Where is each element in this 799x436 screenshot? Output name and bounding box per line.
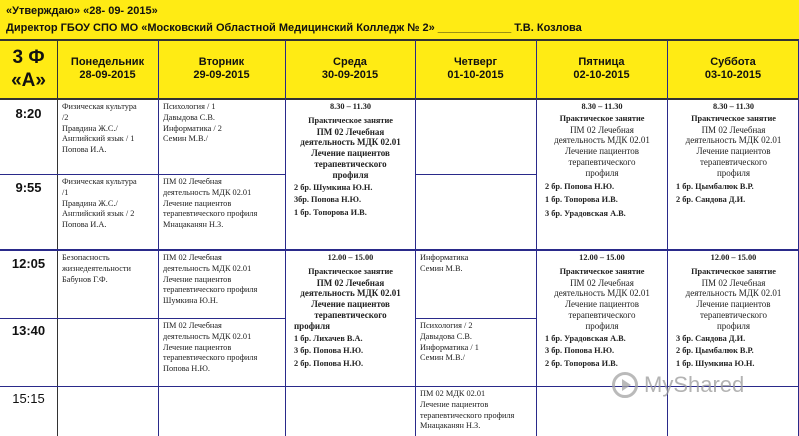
cell-thu-1515 [416, 388, 536, 436]
cell-line: Мнацаканян Н.З. [163, 220, 224, 230]
cell-line: деятельность МДК 02.01 [163, 263, 252, 273]
practice-kind: Практическое занятие [691, 266, 776, 276]
cell-fri-practice-am [537, 101, 667, 248]
cell-line: ПМ 02 Лечебная [163, 253, 222, 262]
grid-line [158, 40, 159, 436]
practice-kind: Практическое занятие [559, 113, 645, 123]
practice-title: профиля [294, 320, 331, 331]
practice-kind: Практическое занятие [691, 113, 776, 123]
cell-line: жизнедеятельности [62, 263, 131, 273]
cell-sat-practice-am [668, 101, 799, 248]
cell-tue-1205 [159, 252, 285, 318]
practice-time: 8.30 – 11.30 [581, 102, 623, 111]
cell-line: Физическая культура [62, 102, 137, 111]
brigade-line: 1 бр. Цымбалюк В.Р. [676, 181, 754, 191]
practice-title: Лечение пациентов [564, 146, 640, 157]
day-name: Вторник [198, 56, 245, 68]
practice-title: терапевтического [568, 156, 636, 167]
grid-line [415, 318, 536, 319]
day-date: 03-10-2015 [704, 69, 762, 81]
cell-line: Лечение пациентов [163, 342, 232, 352]
practice-title: ПМ 02 Лечебная [316, 126, 385, 137]
cell-thu-1340 [416, 320, 536, 384]
brigade-line: 2 бр. Попова Н.Ю. [545, 181, 615, 191]
grid-line [0, 174, 285, 175]
director-line: Директор ГБОУ СПО МО «Московский Областной Медицинский Колледж № 2» ____________ Т.В. Козлова [6, 22, 582, 34]
cell-line: Бабунов Г.Ф. [62, 274, 108, 284]
practice-title: профиля [332, 169, 369, 180]
cell-line: Английский язык / 1 [62, 134, 135, 144]
cell-tue-0820 [159, 101, 285, 171]
day-header-friday [536, 40, 667, 98]
brigade-line: 2 бр. Попова Н.Ю. [294, 359, 364, 369]
cell-thu-1205 [416, 252, 536, 318]
practice-title: деятельность МДК 02.01 [554, 135, 650, 146]
time-slot-1: 8:20 [15, 106, 42, 121]
brigade-line: 1 бр. Шумкина Ю.Н. [676, 359, 755, 369]
cell-mon-0820 [58, 101, 158, 171]
practice-title: терапевтического [699, 156, 767, 167]
cell-sat-practice-pm [668, 252, 799, 384]
practice-title: деятельность МДК 02.01 [554, 288, 650, 299]
cell-tue-0955 [159, 176, 285, 248]
practice-title: ПМ 02 Лечебная [701, 277, 766, 288]
grid-line [57, 40, 58, 436]
group-label [0, 40, 57, 98]
brigade-line: 2 бр. Цымбалюк В.Р. [676, 346, 754, 356]
day-header-tuesday [158, 40, 285, 98]
brigade-line: 1 бр. Топорова И.В. [294, 208, 367, 218]
day-date: 30-09-2015 [321, 69, 379, 81]
grid-line [285, 40, 286, 436]
cell-line: /1 [62, 187, 69, 197]
practice-time: 8.30 – 11.30 [712, 102, 755, 111]
cell-line: деятельность МДК 02.01 [163, 187, 252, 197]
grid-line [0, 318, 285, 319]
practice-title: деятельность МДК 02.01 [685, 288, 782, 299]
practice-title: Лечение пациентов [696, 299, 771, 310]
cell-tue-1340 [159, 320, 285, 384]
cell-line: Семин М.В./ [420, 353, 465, 363]
brigade-line: 1 бр. Урадовская А.В. [545, 333, 626, 343]
day-header-wednesday [285, 40, 415, 98]
cell-line: Психология / 2 [420, 321, 473, 330]
cell-line: терапевтического профиля [163, 209, 258, 219]
cell-line: Шумкина Ю.Н. [163, 296, 218, 306]
day-name: Четверг [453, 56, 498, 68]
cell-line: терапевтического профиля [420, 410, 515, 420]
practice-title: деятельность МДК 02.01 [685, 135, 782, 146]
cell-line: Английский язык / 2 [62, 209, 135, 219]
brigade-line: 2 бр. Сандова Д.И. [676, 195, 746, 205]
practice-time: 12.00 – 15.00 [710, 253, 757, 262]
practice-title: профиля [716, 320, 751, 331]
cell-line: ПМ 02 Лечебная [163, 177, 222, 186]
brigade-line: 3 бр. Урадовская А.В. [545, 209, 626, 219]
grid-line [536, 40, 537, 436]
cell-line: /2 [62, 112, 69, 122]
cell-line: Попова И.А. [62, 145, 107, 155]
cell-line: Попова Н.Ю. [163, 364, 210, 374]
time-slot-2: 9:55 [15, 180, 42, 195]
cell-line: Лечение пациентов [163, 198, 232, 208]
cell-line: Информатика / 2 [163, 123, 222, 133]
practice-title: профиля [585, 167, 619, 178]
practice-title: ПМ 02 Лечебная [570, 277, 634, 288]
watermark-text: MyShared [644, 372, 745, 397]
brigade-line: 3 бр. Попова Н.Ю. [545, 346, 615, 356]
practice-time: 8.30 – 11.30 [329, 102, 372, 111]
day-name: Понедельник [70, 56, 145, 68]
brigade-line: 1 бр. Лихачев В.А. [294, 333, 363, 343]
watermark [612, 372, 772, 402]
cell-line: Лечение пациентов [163, 274, 232, 284]
day-header-saturday [667, 40, 799, 98]
practice-title: терапевтического [314, 158, 387, 169]
brigade-line: 3бр. Попова Н.Ю. [294, 195, 362, 205]
cell-line: Информатика [420, 253, 469, 262]
play-icon [612, 372, 638, 398]
day-date: 01-10-2015 [447, 69, 504, 81]
cell-wed-practice-am [286, 101, 415, 248]
cell-line: деятельность МДК 02.01 [163, 331, 252, 341]
practice-title: ПМ 02 Лечебная [570, 124, 634, 135]
day-date: 29-09-2015 [193, 69, 250, 81]
cell-line: Семин М.В./ [163, 134, 208, 144]
practice-title: терапевтического [314, 309, 387, 320]
practice-kind: Практическое занятие [308, 266, 393, 276]
time-slot-3: 12:05 [11, 256, 46, 271]
practice-title: профиля [716, 167, 751, 178]
cell-line: Мнацаканян Н.З. [420, 421, 481, 431]
practice-title: Лечение пациентов [311, 299, 390, 310]
practice-title: Лечение пациентов [696, 146, 771, 157]
cell-line: Правдина Ж.С./ [62, 198, 118, 208]
cell-line: Давыдова С.В. [163, 112, 215, 122]
grid-line [0, 40, 799, 41]
day-name: Суббота [710, 56, 756, 68]
practice-title: терапевтического [568, 309, 636, 320]
grid-line [0, 98, 799, 100]
cell-line: Семин М.В. [420, 263, 463, 273]
cell-line: ПМ 02 Лечебная [163, 321, 222, 330]
brigade-line: 3 бр. Попова Н.Ю. [294, 346, 364, 356]
cell-line: Попова И.А. [62, 220, 107, 230]
brigade-line: 1 бр. Топорова И.В. [545, 195, 618, 205]
grid-line [415, 174, 536, 175]
cell-line: Психология / 1 [163, 102, 216, 111]
practice-time: 12.00 – 15.00 [327, 253, 374, 262]
time-slot-4: 13:40 [11, 323, 46, 338]
day-name: Среда [333, 56, 367, 68]
grid-line [415, 40, 416, 436]
brigade-line: 3 бр. Сандова Д.И. [676, 333, 746, 343]
schedule-header [0, 0, 799, 40]
cell-line: Физическая культура [62, 177, 137, 186]
cell-mon-1205 [58, 252, 158, 318]
practice-title: Лечение пациентов [311, 148, 390, 159]
day-header-thursday [415, 40, 536, 98]
day-date: 28-09-2015 [79, 69, 136, 81]
cell-wed-practice-pm [286, 252, 415, 384]
cell-line: Правдина Ж.С./ [62, 123, 118, 133]
practice-title: профиля [585, 320, 619, 331]
cell-fri-practice-pm [537, 252, 667, 384]
time-slot-5: 15:15 [12, 391, 45, 406]
day-header-monday [57, 40, 158, 98]
cell-line: ПМ 02 МДК 02.01 [420, 389, 486, 398]
group-line-1: 3 Ф [12, 47, 45, 68]
practice-title: ПМ 02 Лечебная [701, 124, 766, 135]
day-date: 02-10-2015 [573, 69, 630, 81]
practice-kind: Практическое занятие [559, 266, 645, 276]
practice-time: 12.00 – 15.00 [579, 253, 625, 262]
practice-title: деятельность МДК 02.01 [300, 137, 401, 148]
cell-line: Давыдова С.В. [420, 331, 472, 341]
cell-mon-0955 [58, 176, 158, 248]
cell-line: Лечение пациентов [420, 399, 489, 409]
practice-kind: Практическое занятие [308, 115, 393, 125]
cell-line: терапевтического профиля [163, 285, 258, 295]
brigade-line: 2 бр. Шумкина Ю.Н. [294, 182, 373, 192]
approval-line: «Утверждаю» «28- 09- 2015» [6, 5, 158, 17]
practice-title: Лечение пациентов [564, 299, 640, 310]
cell-line: Безопасность [62, 253, 110, 262]
practice-title: ПМ 02 Лечебная [316, 277, 385, 288]
cell-line: терапевтического профиля [163, 353, 258, 363]
brigade-line: 2 бр. Топорова И.В. [545, 359, 618, 369]
practice-title: терапевтического [699, 309, 767, 320]
group-line-2: «А» [11, 70, 46, 91]
practice-title: деятельность МДК 02.01 [300, 288, 401, 299]
grid-line [0, 249, 799, 251]
day-name: Пятница [578, 56, 625, 68]
cell-line: Информатика / 1 [420, 342, 479, 352]
